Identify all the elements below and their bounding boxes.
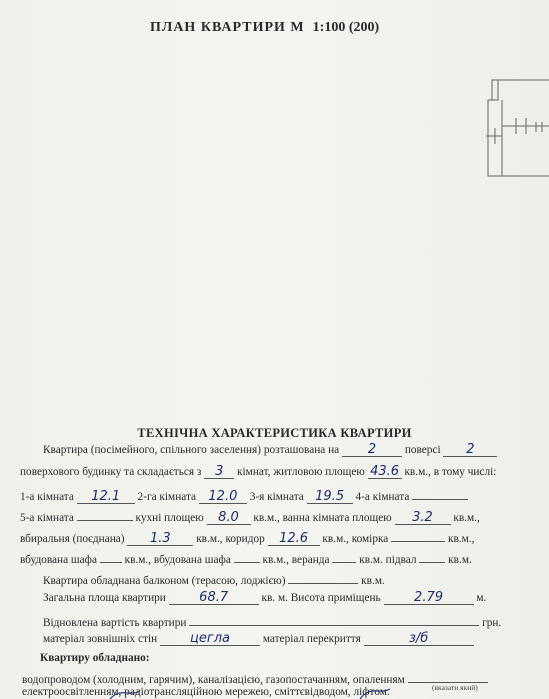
bath-value: 3.2 (395, 512, 451, 525)
equipped-heading: Квартиру обладнано: (40, 652, 150, 664)
form-line-1: Квартира (посімейного, спільного заселення) розташована на 2 поверсі 2 (43, 444, 497, 457)
form-line-3: 1-а кімната 12.1 2-га кімната 12.0 3-я кімната 19.5 4-а кімната (20, 487, 468, 504)
walls-value: цегла (160, 633, 260, 646)
cost-value (189, 613, 479, 626)
living-area-value: 43.6 (368, 466, 402, 479)
room2-value: 12.0 (199, 491, 247, 504)
wardrobe-value (100, 550, 122, 563)
storage-value (391, 529, 445, 542)
room4-value (412, 487, 468, 500)
floors-total-value: 2 (443, 444, 497, 457)
height-value: 2.79 (384, 592, 474, 605)
form-line-7: Квартира обладнана балконом (терасою, лоджією) кв.м. (43, 571, 385, 587)
form-line-6: вбудована шафа кв.м., вбудована шафа кв.м., веранда кв.м. підвал кв.м. (20, 550, 472, 566)
kitchen-value: 8.0 (207, 512, 251, 525)
page-title (150, 20, 379, 36)
total-area-value: 68.7 (169, 592, 259, 605)
form-line-8: Загальна площа квартири 68.7 кв. м. Висота приміщень 2.79 м. (43, 590, 487, 605)
heating-type-value (408, 670, 488, 683)
rooms-count-value: 3 (204, 466, 234, 479)
floor-plan-sketch (486, 78, 549, 178)
wardrobe2-value (234, 550, 260, 563)
form-line-13: електроосвітленням, радіотрансляційною мережею, сміттєвідводом, ліфтом. (22, 686, 390, 698)
signature-marks (100, 683, 520, 699)
room3-value: 19.5 (307, 491, 353, 504)
room5-value (77, 508, 133, 521)
wc-value: 1.3 (127, 533, 193, 546)
floor-value: 2 (342, 444, 402, 457)
plan-title: ПЛАН КВАРТИРИ М (150, 20, 305, 35)
corridor-value: 12.6 (268, 533, 320, 546)
plan-scale: 1:100 (200) (312, 20, 380, 35)
cellar-value (419, 550, 445, 563)
form-line-9: Відновлена вартість квартири грн. (43, 613, 501, 629)
form-line-2: поверхового будинку та складається з 3 кімнат, житловою площею 43.6 кв.м., в тому числі: (20, 464, 497, 479)
section-title: ТЕХНІЧНА ХАРАКТЕРИСТИКА КВАРТИРИ (137, 426, 412, 440)
specify-note: (вказати який) (432, 683, 478, 692)
form-line-5: вбиральня (поєднана) 1.3 кв.м., коридор 12.6 кв.м., комірка кв.м., (20, 531, 475, 546)
ceiling-value: з/б (364, 633, 474, 646)
room1-value: 12.1 (77, 491, 135, 504)
balcony-value (288, 571, 358, 584)
form-line-12: водопроводом (холодним, гарячим), каналізацією, газопостачанням, опаленням (22, 670, 488, 686)
form-line-10: матеріал зовнішніх стін цегла матеріал перекриття з/б (43, 633, 474, 646)
form-line-4: 5-а кімната кухні площею 8.0 кв.м., ванна кімната площею 3.2 кв.м., (20, 510, 480, 525)
veranda-value (332, 550, 356, 563)
